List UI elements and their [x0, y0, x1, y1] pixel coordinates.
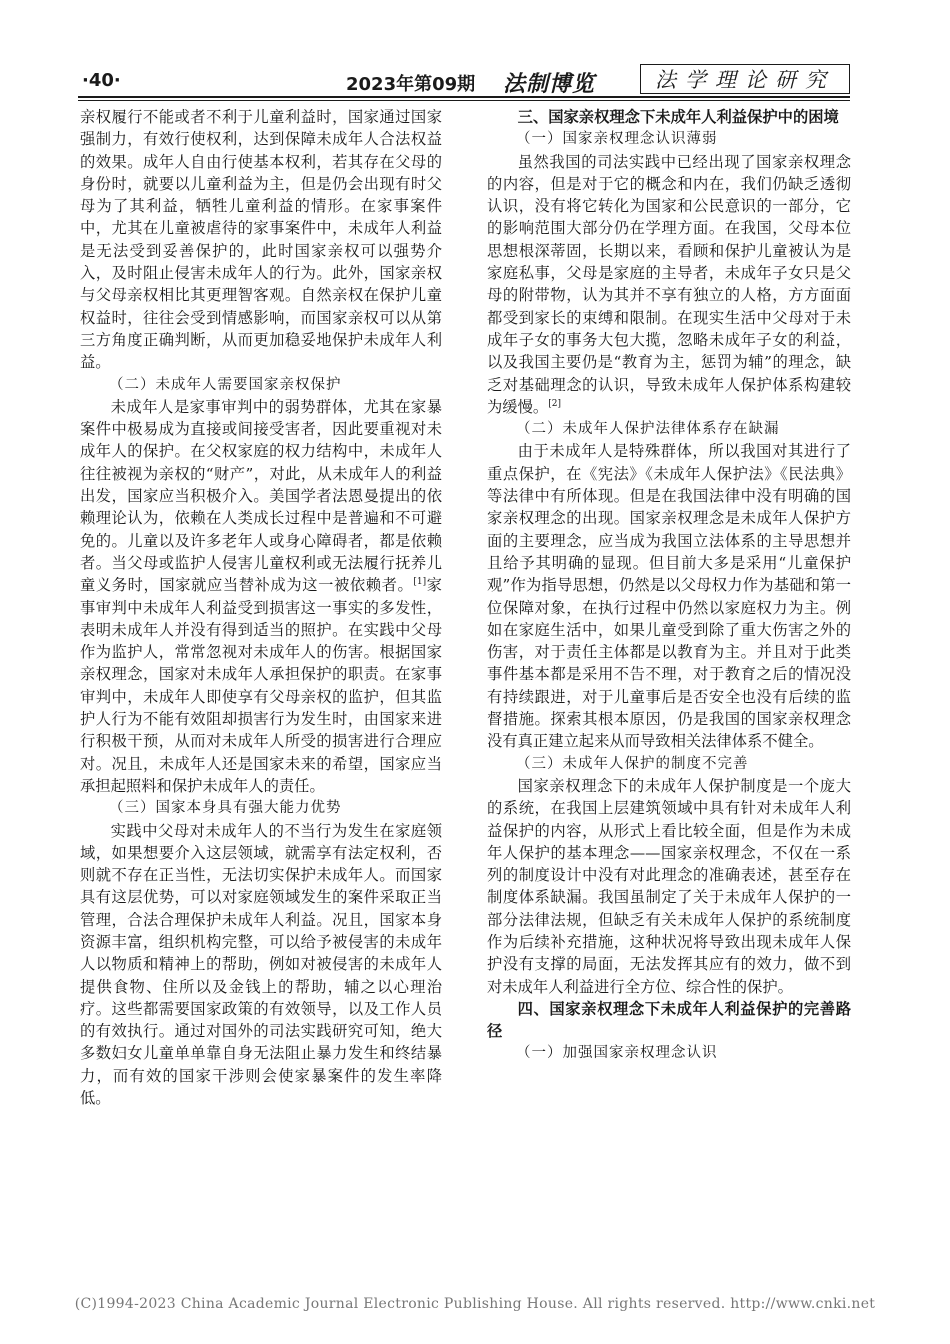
paragraph-text: 家事审判中未成年人利益受到损害这一事实的多发性，表明未成年人并没有得到适当的照护。在实践中父母作为监护人，常常忽视对未成年人的伤害。根据国家亲权理念，国家对未成年人承担保护的职责。在家事审判中，未成年人即使享有父母亲权的监护，但其监护人行为不能有效阻却损害行为发生时，由国家来进行积极干预，从而对未成年人所受的损害进行合理应对。况且，未成年人还是国家未来的希望，国家应当承担起照料和保护未成年人的责任。	[80, 576, 442, 795]
column-title: 法学理论研究	[640, 64, 850, 94]
subsection-heading: （二）未成年人保护法律体系存在缺漏	[516, 421, 780, 438]
header-rule-thin	[78, 100, 850, 101]
left-column	[80, 106, 442, 1109]
paragraph: 亲权履行不能或者不利于儿童利益时，国家通过国家强制力，有效行使权利，达到保障未成年人合法权益的效果。成年人自由行使基本权利，若其存在父母的身份时，就要以儿童利益为主，但是仍会出现有时父母为了其利益，牺牲儿童利益的情形。在家事案件中，尤其在儿童被虐待的家事案件中，未成年人利益是无法受到妥善保护的，此时国家亲权可以强势介入，及时阻止侵害未成年人的行为。此外，国家亲权与父母亲权相比其更理智客观。自然亲权在保护儿童权益时，往往会受到情感影响，而国家亲权可以从第三方角度正确判断，从而更加稳妥地保护未成年人利益。	[80, 108, 442, 372]
section-heading: 三、国家亲权理念下未成年人利益保护中的困境	[517, 108, 839, 126]
section-heading: 四、国家亲权理念下未成年人利益保护的完善路径	[487, 999, 851, 1041]
subsection-heading: （一）国家亲权理念认识薄弱	[516, 131, 718, 148]
paragraph: 由于未成年人是特殊群体，所以我国对其进行了重点保护，在《宪法》《未成年人保护法》《民法典》等法律中有所体现。但是在我国法律中没有明确的国家亲权理念的出现。国家亲权理念是未成年人保护方面的主要理念，应当成为我国立法体系的主导思想并且给予其明确的显现。但目前大多是采用“儿童保护观”作为指导思想，仍然是以父母权力作为基础和第一位保障对象，在执行过程中仍然以家庭权力为主。例如在家庭生活中，如果儿童受到除了重大伤害之外的伤害，对于责任主体都是以教育为主。并且对于此类事件基本都是采用不告不理，对于教育之后的情况没有持续跟进，对于儿童事后是否安全也没有后续的监督措施。探索其根本原因，仍是我国的国家亲权理念没有真正建立起来从而导致相关法律体系不健全。	[487, 442, 851, 751]
subsection-heading: （三）国家本身具有强大能力优势	[109, 800, 342, 817]
subsection-heading: （二）未成年人需要国家亲权保护	[109, 376, 342, 393]
paragraph	[487, 151, 851, 419]
paragraph	[80, 396, 442, 797]
right-column	[487, 106, 851, 1065]
subsection-heading: （三）未成年人保护的制度不完善	[516, 755, 749, 772]
copyright-footer: (C)1994-2023 China Academic Journal Electronic Publishing House. All rights reserved. http://www.cnki.net	[74, 1296, 876, 1312]
subsection-heading: （一）加强国家亲权理念认识	[516, 1045, 718, 1062]
paragraph-text: 未成年人是家事审判中的弱势群体，尤其在家暴案件中极易成为直接或间接受害者，因此要重视对未成年人的保护。在父权家庭的权力结构中，未成年人往往被视为亲权的“财产”，对此，从未成年人的利益出发，国家应当积极介入。美国学者法恩曼提出的依赖理论认为，依赖在人类成长过程中是普遍和不可避免的。儿童以及许多老年人或身心障碍者，都是依赖者。当父母或监护人侵害儿童权利或无法履行抚养儿童义务时，国家就应当替补成为这一被依赖者。	[80, 397, 442, 595]
paragraph: 国家亲权理念下的未成年人保护制度是一个庞大的系统，在我国上层建筑领域中具有针对未成年人利益保护的内容，从形式上看比较全面，但是作为未成年人保护的基本理念——国家亲权理念，不仅在一系列的制度设计中没有对此理念的准确表述，甚至存在制度体系缺漏。我国虽制定了关于未成年人保护的一部分法律法规，但缺乏有关未成年人保护的系统制度作为后续补充措施，这种状况将导致出现未成年人保护没有支撑的局面，无法发挥其应有的效力，做不到对未成年人利益进行全方位、综合性的保护。	[487, 776, 851, 996]
paragraph-text: 虽然我国的司法实践中已经出现了国家亲权理念的内容，但是对于它的概念和内在，我们仍缺乏透彻认识，没有将它转化为国家和公民意识的一部分，它的影响范围大部分仍在学理方面。在我国，父母本位思想根深蒂固，长期以来，看顾和保护儿童被认为是家庭私事，父母是家庭的主导者，未成年子女只是父母的附带物，认为其并不享有独立的人格，方方面面都受到家长的束缚和限制。在现实生活中父母对于未成年子女的事务大包大揽，忽略未成年子女的利益，以及我国主要仍是“教育为主，惩罚为辅”的理念，缺乏对基础理念的认识，导致未成年人保护体系构建较为缓慢。	[487, 152, 851, 416]
citation-ref: [2]	[548, 398, 561, 409]
issue-label: 2023年第09期	[346, 74, 476, 95]
citation-ref: [1]	[413, 577, 427, 588]
page-number: ·40·	[82, 70, 121, 91]
magazine-title: 法制博览	[503, 72, 596, 97]
header-rule-thick	[78, 96, 850, 98]
page-header	[78, 64, 850, 97]
paragraph: 实践中父母对未成年人的不当行为发生在家庭领域，如果想要介入这层领域，就需享有法定权利，否则就不存在正当性，无法切实保护未成年人。而国家具有这层优势，可以对家庭领域发生的案件采取正当管理，合法合理保护未成年人利益。况且，国家本身资源丰富，组织机构完整，可以给予被侵害的未成年人以物质和精神上的帮助，例如对被侵害的未成年人提供食物、住所以及金钱上的帮助，辅之以心理治疗。这些都需要国家政策的有效领导，以及工作人员的有效执行。通过对国外的司法实践研究可知，绝大多数妇女儿童单单靠自身无法阻止暴力发生和终结暴力，而有效的国家干涉则会使家暴案件的发生率降低。	[80, 821, 442, 1108]
